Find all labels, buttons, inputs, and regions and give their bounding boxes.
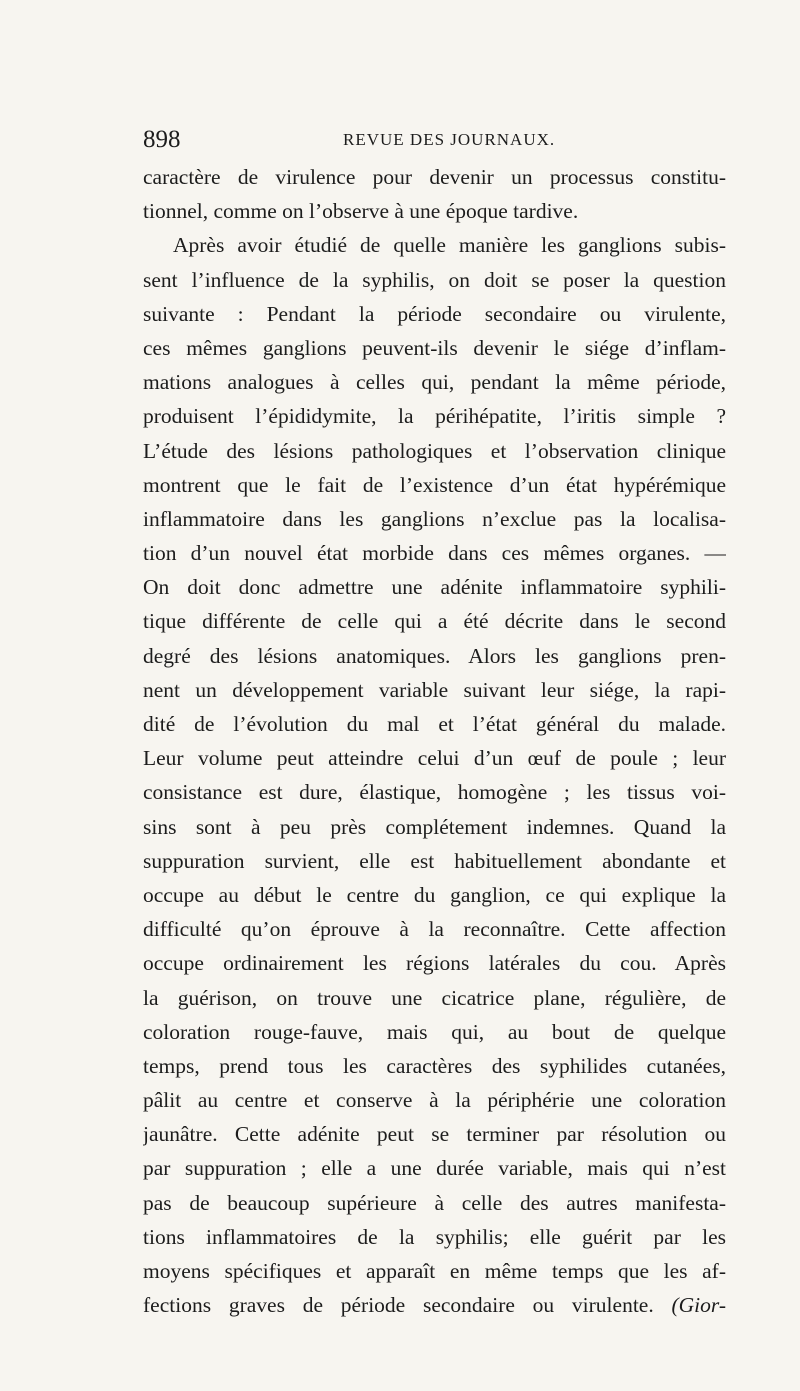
text-line: mations analogues à celles qui, pendant la même période,	[143, 370, 726, 395]
text-line-final	[143, 1288, 726, 1322]
text-line: temps, prend tous les caractères des syphilides cutanées,	[143, 1053, 726, 1078]
text-line: la guérison, on trouve une cicatrice plane, régulière, de	[143, 985, 726, 1010]
text-line: tion d’un nouvel état morbide dans ces mêmes organes. —	[143, 541, 726, 566]
text-line: produisent l’épididymite, la périhépatite, l’iritis simple ?	[143, 404, 726, 429]
text-line: inflammatoire dans les ganglions n’exclue pas la localisa-	[143, 506, 726, 531]
text-line: tique différente de celle qui a été décrite dans le second	[143, 609, 726, 634]
text-line: tions inflammatoires de la syphilis; elle guérit par les	[143, 1224, 726, 1249]
text-line: occupe ordinairement les régions latérales du cou. Après	[143, 951, 726, 976]
text-line: par suppuration ; elle a une durée variable, mais qui n’est	[143, 1156, 726, 1181]
body-text	[143, 160, 726, 1322]
text-line: nent un développement variable suivant leur siége, la rapi-	[143, 677, 726, 702]
text-line: L’étude des lésions pathologiques et l’observation clinique	[143, 438, 726, 463]
citation-fragment: (Gior-	[671, 1293, 726, 1318]
text-line: suivante : Pendant la période secondaire ou virulente,	[143, 301, 726, 326]
text-line: coloration rouge-fauve, mais qui, au bout de quelque	[143, 1019, 726, 1044]
text-line: occupe au début le centre du ganglion, ce qui explique la	[143, 882, 726, 907]
text-line: degré des lésions anatomiques. Alors les ganglions pren-	[143, 643, 726, 668]
text-line: dité de l’évolution du mal et l’état général du malade.	[143, 712, 726, 736]
text-line: pas de beaucoup supérieure à celle des autres manifesta-	[143, 1190, 726, 1215]
final-line-text: fections graves de période secondaire ou virulente.	[143, 1293, 654, 1318]
text-line: sins sont à peu près complétement indemnes. Quand la	[143, 814, 726, 839]
text-line: sent l’influence de la syphilis, on doit se poser la question	[143, 267, 726, 292]
page-header	[143, 122, 726, 158]
text-line: ces mêmes ganglions peuvent-ils devenir le siége d’inflam-	[143, 335, 726, 360]
text-line: difficulté qu’on éprouve à la reconnaître. Cette affection	[143, 917, 726, 942]
text-line: Après avoir étudié de quelle manière les ganglions subis-	[173, 233, 726, 258]
text-line: montrent que le fait de l’existence d’un état hypérémique	[143, 472, 726, 497]
text-line: On doit donc admettre une adénite inflammatoire syphili-	[143, 575, 726, 600]
text-line: jaunâtre. Cette adénite peut se terminer par résolution ou	[143, 1122, 726, 1147]
text-line: caractère de virulence pour devenir un processus constitu-	[143, 165, 726, 189]
text-line: pâlit au centre et conserve à la périphérie une coloration	[143, 1088, 726, 1113]
text-line: Leur volume peut atteindre celui d’un œuf de poule ; leur	[143, 746, 726, 771]
running-head: REVUE DES JOURNAUX.	[343, 130, 556, 149]
text-line: suppuration survient, elle est habituellement abondante et	[143, 848, 726, 873]
text-line: consistance est dure, élastique, homogène ; les tissus voi-	[143, 780, 726, 805]
text-line: tionnel, comme on l’observe à une époque tardive.	[143, 199, 579, 224]
page-number: 898	[143, 126, 181, 153]
text-line: moyens spécifiques et apparaît en même temps que les af-	[143, 1259, 726, 1283]
